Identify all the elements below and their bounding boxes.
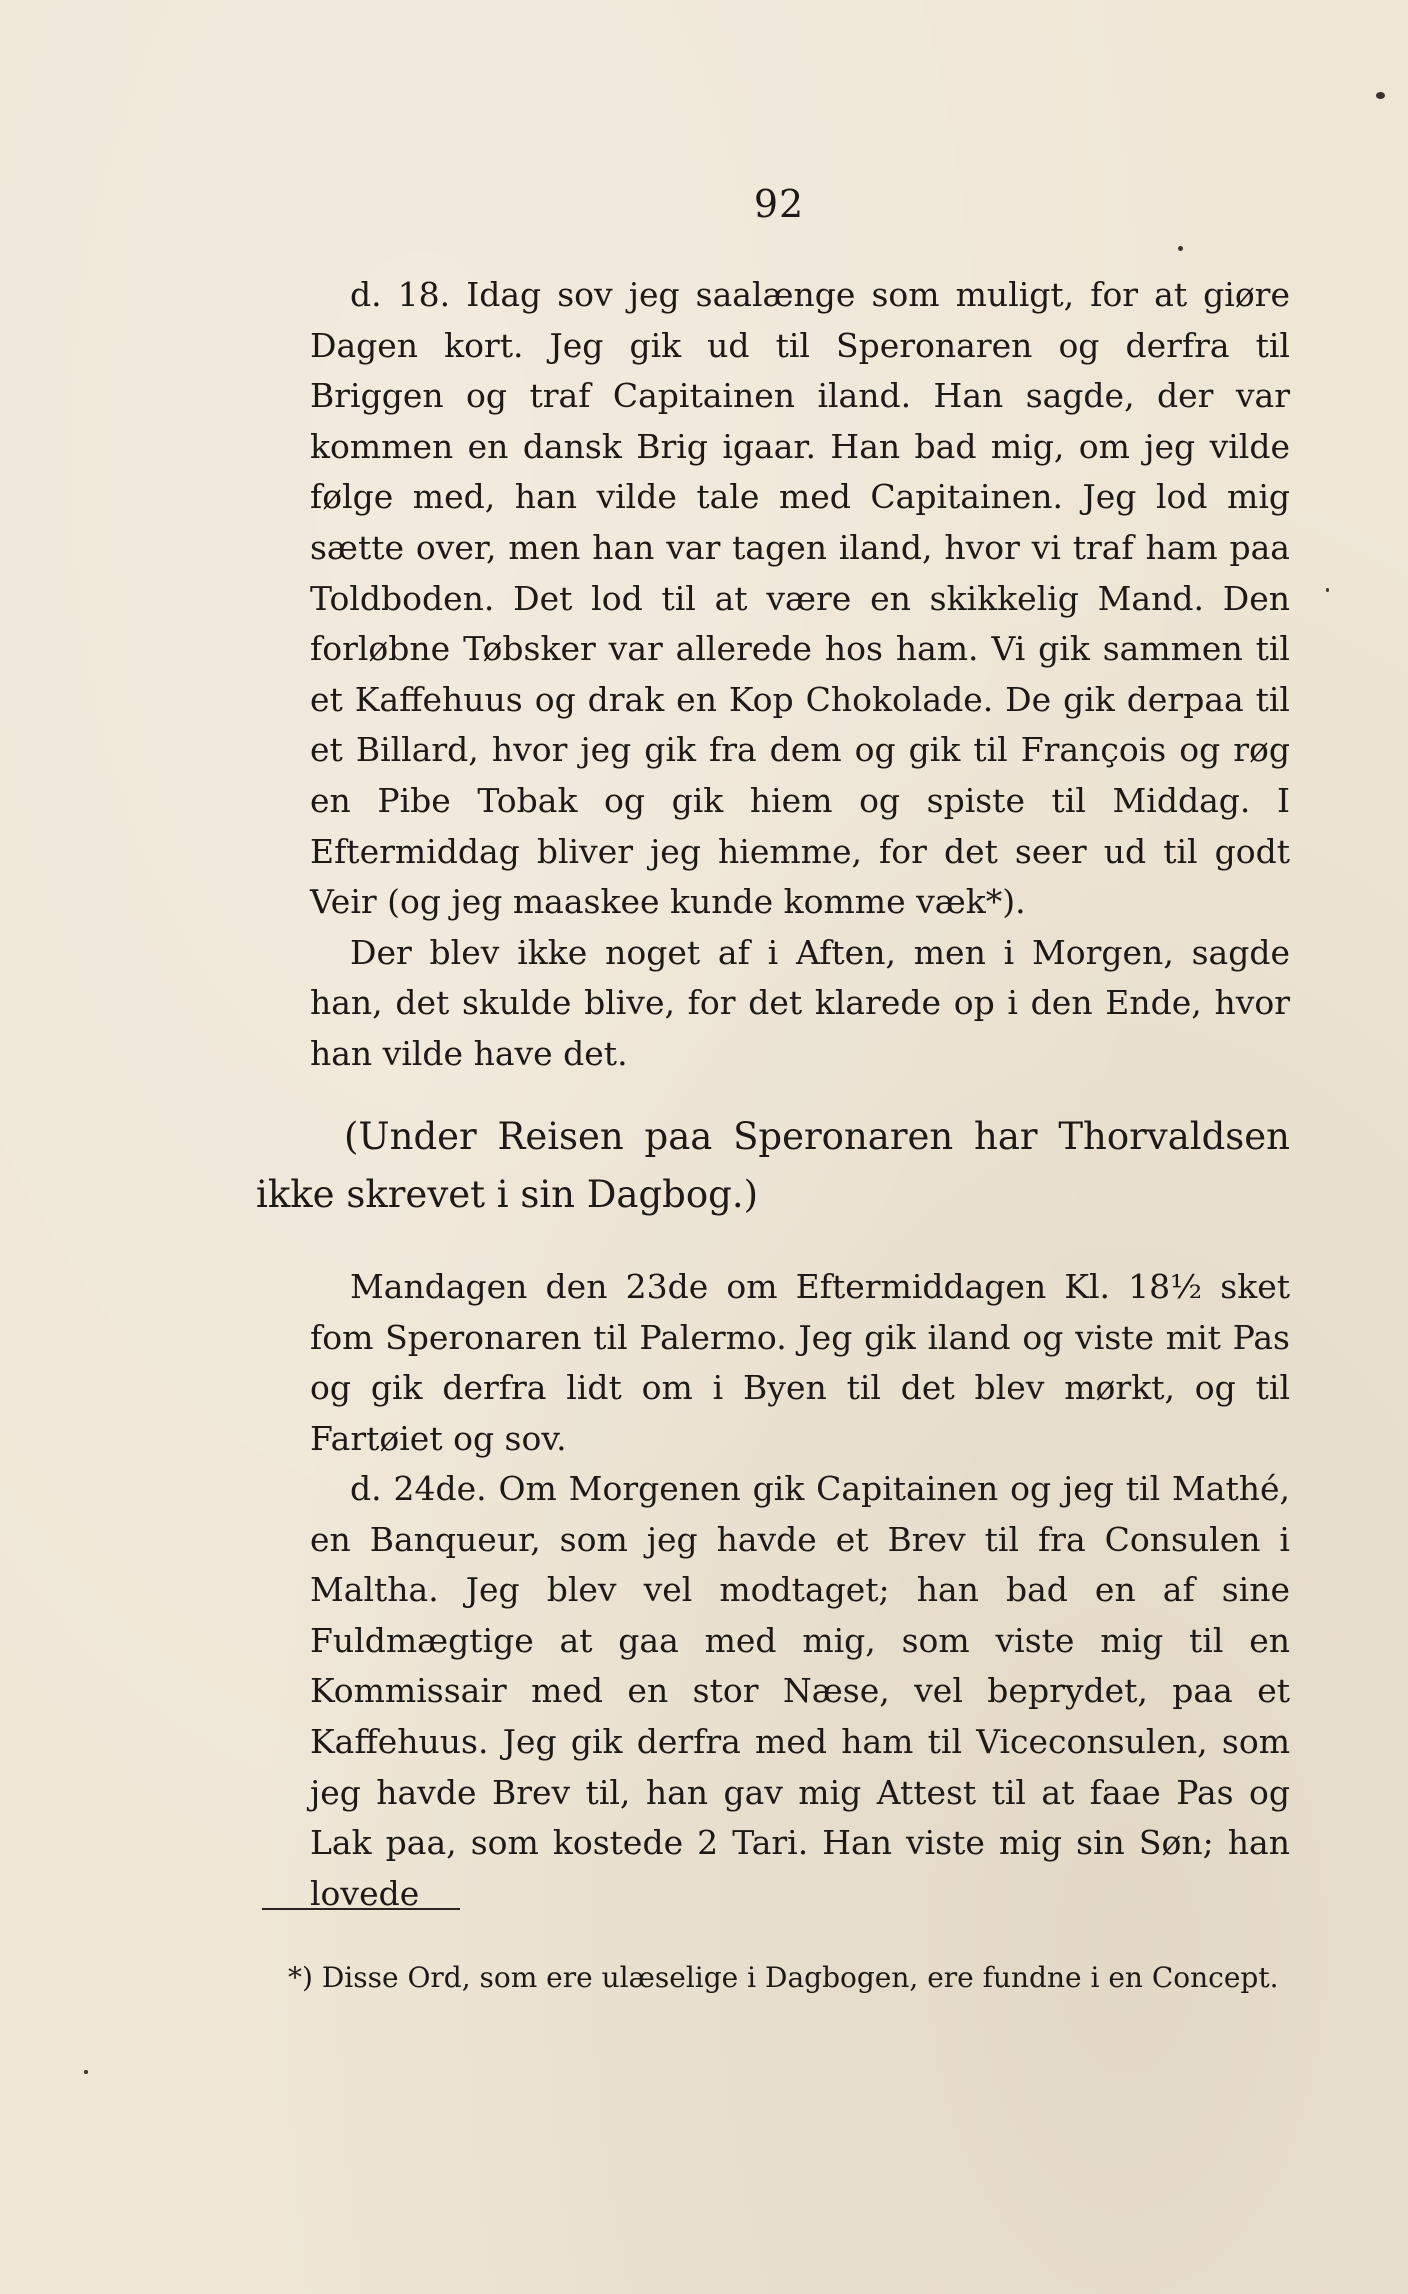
diary-entry-23	[310, 1262, 1290, 1464]
paper-speck	[1178, 246, 1183, 251]
footnote-rule	[262, 1908, 460, 1910]
editorial-note-text: (Under Reisen paa Speronaren har Thorvaldsen ikke skrevet i sin Dagbog.)	[256, 1115, 1290, 1216]
entry-paragraph: Mandagen den 23de om Eftermiddagen Kl. 18½ sket fom Speronaren til Palermo. Jeg gik iland og viste mit Pas og gik derfra lidt om i Byen til det blev mørkt, og til Fartøiet og sov.	[310, 1267, 1290, 1458]
footnote: *) Disse Ord, som ere ulæselige i Dagbogen, ere fundne i en Concept.	[288, 1961, 1279, 1994]
paper-speck	[1326, 588, 1329, 592]
diary-entry-24	[310, 1464, 1290, 1919]
editorial-note	[256, 1108, 1290, 1224]
entry-paragraph: d. 18. Idag sov jeg saalænge som muligt, for at giøre Dagen kort. Jeg gik ud til Speronaren og derfra til Briggen og traf Capitainen iland. Han sagde, der var kommen en dansk Brig igaar. Han bad mig, om jeg vilde følge med, han vilde tale med Capitainen. Jeg lod mig sætte over, men han var tagen iland, hvor vi traf ham paa Toldboden. Det lod til at være en skikkelig Mand. Den forløbne Tøbsker var allerede hos ham. Vi gik sammen til et Kaffehuus og drak en Kop Chokolade. De gik derpaa til et Billard, hvor jeg gik fra dem og gik til François og røg en Pibe Tobak og gik hiem og spiste til Middag. I Eftermiddag bliver jeg hiemme, for det seer ud til godt Veir (og jeg maaskee kunde komme væk*).	[310, 275, 1290, 922]
entry-paragraph: Der blev ikke noget af i Aften, men i Morgen, sagde han, det skulde blive, for det klarede op i den Ende, hvor han vilde have det.	[310, 932, 1290, 1073]
entry-paragraph: d. 24de. Om Morgenen gik Capitainen og jeg til Mathé, en Banqueur, som jeg havde et Brev til fra Consulen i Maltha. Jeg blev vel modtaget; han bad en af sine Fuldmægtige at gaa med mig, som viste mig til en Kommissair med en stor Næse, vel beprydet, paa et Kaffehuus. Jeg gik derfra med ham til Viceconsulen, som jeg havde Brev til, han gav mig Attest til at faae Pas og Lak paa, som kostede 2 Tari. Han viste mig sin Søn; han lovede	[310, 1469, 1290, 1913]
page-number: 92	[753, 182, 805, 226]
paper-speck	[1376, 92, 1385, 99]
paper-speck	[84, 2070, 88, 2074]
diary-entry-18	[310, 270, 1290, 1080]
